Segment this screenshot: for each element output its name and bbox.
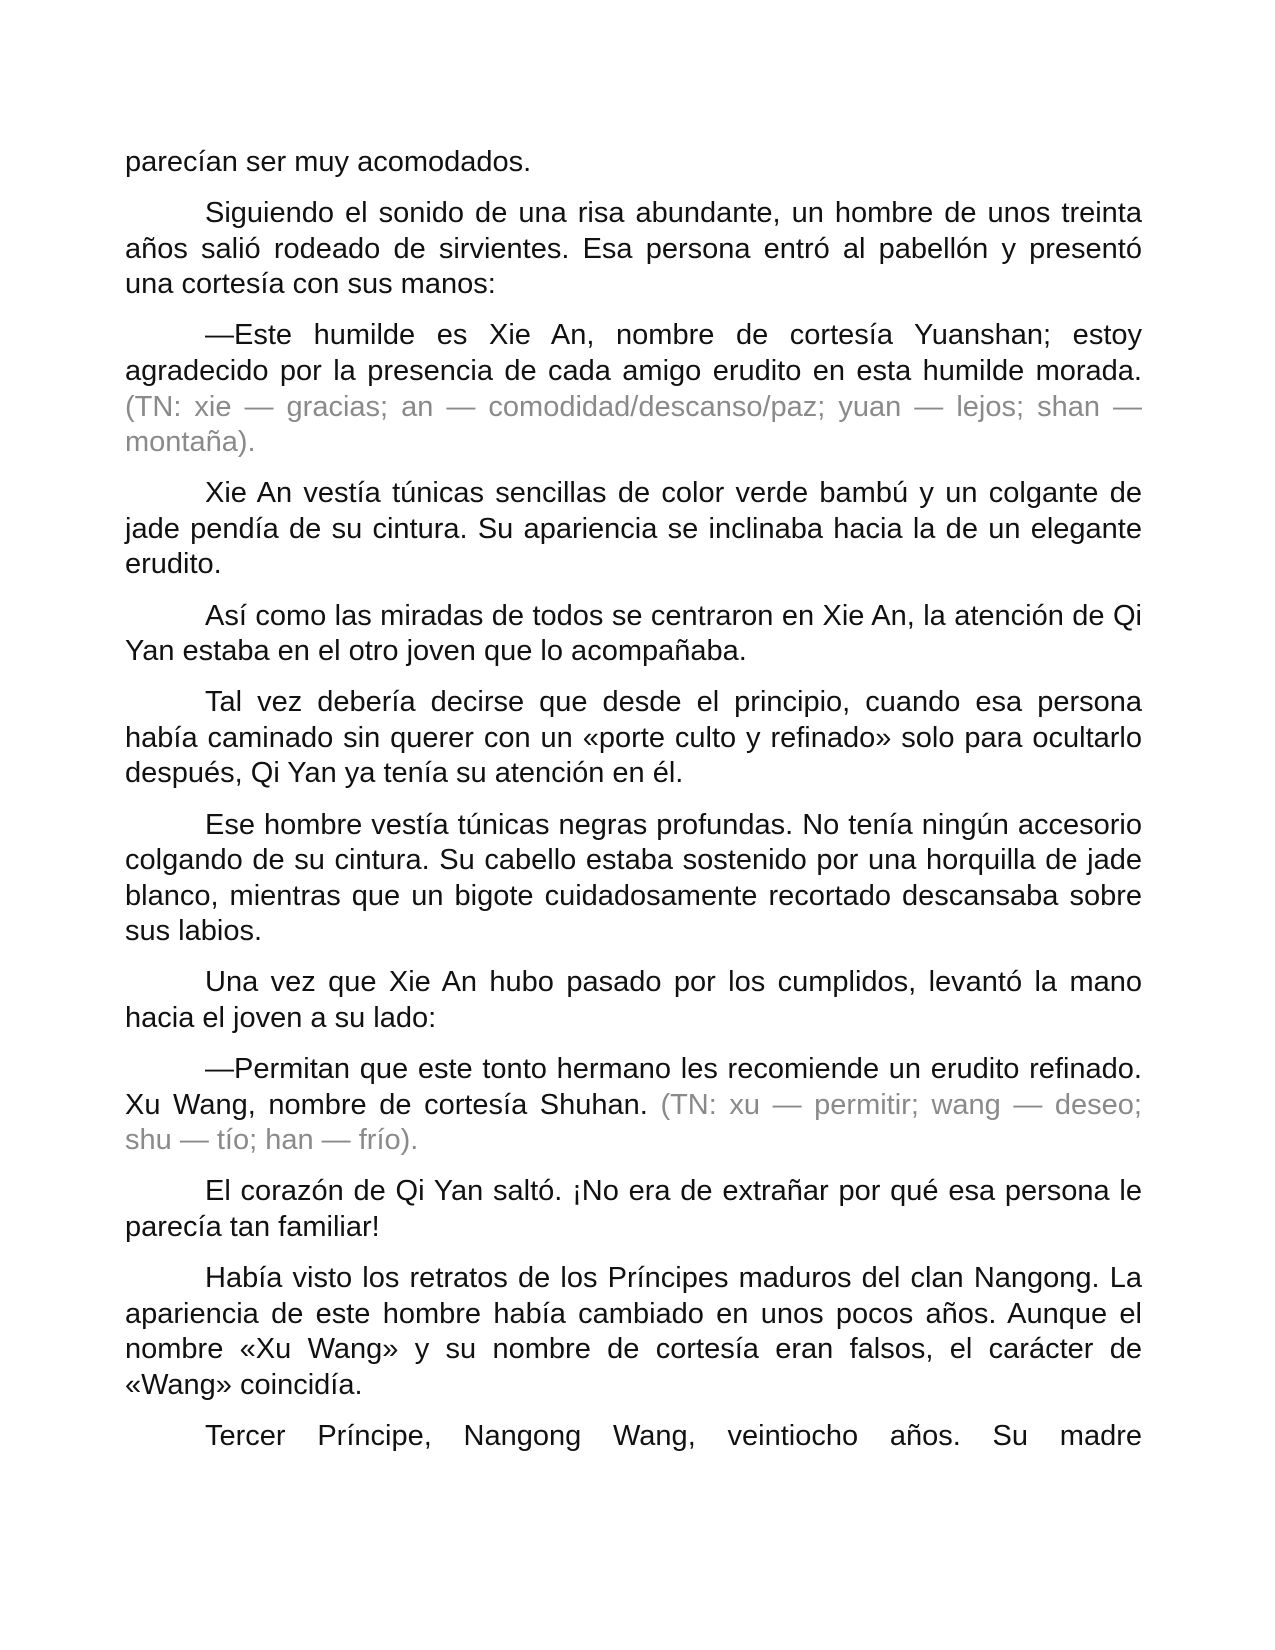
paragraph-text: El corazón de Qi Yan saltó. ¡No era de extrañar por qué esa persona le parecía tan familiar! [125,1175,1142,1243]
translator-note: (TN: xu — permitir; wang — deseo; shu — tío; han — frío). [125,1088,1142,1157]
translator-note: (TN: xie — gracias; an — comodidad/descanso/paz; yuan — lejos; shan — montaña). [125,390,1142,459]
paragraph-9 [125,1052,1142,1159]
paragraph-1 [125,145,1142,181]
paragraph-text: Xie An vestía túnicas sencillas de color verde bambú y un colgante de jade pendía de su cintura. Su apariencia se inclinaba hacia la de un elegante erudito. [125,477,1142,581]
paragraph-8 [125,965,1142,1036]
document-page [125,145,1142,1470]
paragraph-3 [125,318,1142,460]
paragraph-7 [125,808,1142,950]
paragraph-text: Tal vez debería decirse que desde el principio, cuando esa persona había caminado sin querer con un «porte culto y refinado» solo para ocultarlo después, Qi Yan ya tenía su atención en él. [125,686,1142,790]
paragraph-text: Había visto los retratos de los Príncipes maduros del clan Nangong. La apariencia de este hombre había cambiado en unos pocos años. Aunque el nombre «Xu Wang» y su nombre de cortesía eran falsos, el carácter de «Wang» coincidía. [125,1262,1142,1401]
paragraph-text: Siguiendo el sonido de una risa abundante, un hombre de unos treinta años salió rodeado de sirvientes. Esa persona entró al pabellón y presentó una cortesía con sus manos: [125,197,1142,301]
paragraph-text: —Permitan que este tonto hermano les recomiende un erudito refinado. Xu Wang, nombre de cortesía Shuhan. [125,1053,1142,1121]
paragraph-text: Ese hombre vestía túnicas negras profundas. No tenía ningún accesorio colgando de su cintura. Su cabello estaba sostenido por una horquilla de jade blanco, mientras que un bigote cuidadosamente recortado descansaba sobre sus labios. [125,808,1142,948]
paragraph-5 [125,599,1142,670]
paragraph-10 [125,1174,1142,1245]
paragraph-2 [125,196,1142,303]
paragraph-text: —Este humilde es Xie An, nombre de cortesía Yuanshan; estoy agradecido por la presencia de cada amigo erudito en esta humilde morada. [125,319,1142,387]
paragraph-11 [125,1261,1142,1403]
paragraph-text: Así como las miradas de todos se centraron en Xie An, la atención de Qi Yan estaba en el otro joven que lo acompañaba. [125,599,1142,668]
paragraph-text: Una vez que Xie An hubo pasado por los cumplidos, levantó la mano hacia el joven a su lado: [125,966,1142,1034]
paragraph-text: Tercer Príncipe, Nangong Wang, veintiocho años. Su madre [205,1419,1142,1452]
paragraph-text: parecían ser muy acomodados. [125,146,532,178]
paragraph-6 [125,685,1142,792]
paragraph-12 [125,1419,1142,1455]
paragraph-4 [125,476,1142,583]
